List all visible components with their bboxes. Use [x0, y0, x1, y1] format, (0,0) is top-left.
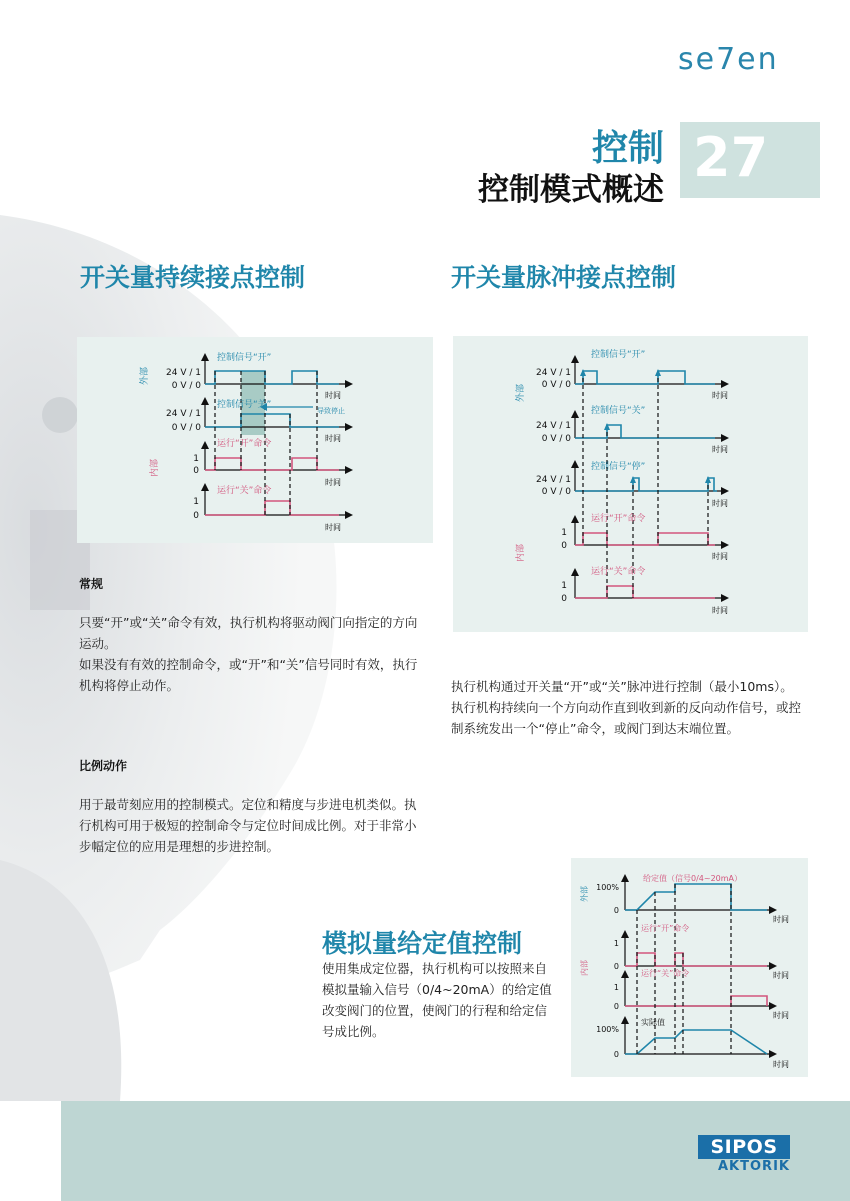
left-section-title: 开关量持续接点控制 [80, 263, 306, 292]
r-lv-low-2: 0 V / 0 [541, 434, 571, 444]
general-heading: 常规 [79, 577, 104, 591]
r-lv-high-2: 24 V / 1 [536, 421, 571, 431]
a-one-1: 1 [613, 939, 619, 948]
r-lv-high-3: 24 V / 1 [536, 475, 571, 485]
proportional-heading: 比例动作 [79, 759, 128, 773]
r-lv-high-1: 24 V / 1 [536, 368, 571, 378]
a-time-4: 时间 [773, 1060, 789, 1069]
right-section-title: 开关量脉冲接点控制 [451, 263, 677, 292]
r-time-5: 时间 [712, 606, 728, 615]
r-sig-stop-label: 控制信号“停” [591, 462, 646, 472]
right-text-2: 执行机构持续向一个方向动作直到收到新的反向动作信号，或控制系统发出一个“停止”命令，或阀门到达末端位置。 [451, 700, 802, 736]
left-timing-diagram [77, 337, 433, 543]
page-number-box [680, 122, 820, 198]
setpoint-label: 给定值（信号0/4~20mA） [643, 874, 743, 883]
r-ext-label: 外部 [516, 383, 526, 402]
proportional-text: 用于最苛刻应用的控制模式。定位和精度与步进电机类似。执行机构可用于极短的控制命令与定位时间成比例。对于非常小步幅定位的应用是理想的步进控制。 [79, 797, 417, 854]
zero-1: 0 [193, 466, 199, 476]
ext-label: 外部 [140, 366, 150, 385]
r-zero-1: 0 [561, 541, 567, 551]
sig-open-label: 控制信号“开” [217, 353, 272, 363]
r-one-2: 1 [561, 581, 567, 591]
page-subtitle: 控制模式概述 [478, 172, 664, 208]
a-int-label: 内部 [580, 960, 589, 976]
general-text [79, 612, 427, 696]
aktorik-logo: AKTORIK [718, 1159, 790, 1174]
r-sig-open-label: 控制信号“开” [591, 350, 646, 360]
general-text-1: 只要“开”或“关”命令有效，执行机构将驱动阀门向指定的方向运动。 [79, 615, 418, 651]
stop-label: 导致停止 [317, 407, 345, 415]
a-time-1: 时间 [773, 915, 789, 924]
r-time-4: 时间 [712, 552, 728, 561]
right-timing-diagram [453, 336, 808, 632]
a-run-close-label: 运行“关”命令 [641, 969, 690, 978]
a-pct100-2: 100% [596, 1025, 619, 1034]
one-2: 1 [193, 497, 199, 507]
a-time-2: 时间 [773, 971, 789, 980]
a-one-2: 1 [613, 983, 619, 992]
time-2: 时间 [325, 434, 341, 443]
a-zero-4: 0 [613, 1050, 619, 1059]
right-timing-svg [453, 336, 808, 632]
analog-timing-diagram [571, 858, 808, 1077]
a-time-3: 时间 [773, 1011, 789, 1020]
int-label: 内部 [150, 458, 160, 477]
r-run-open-label: 运行“开”命令 [591, 514, 646, 524]
r-int-label: 内部 [516, 543, 526, 562]
logo-text: se7en [678, 42, 779, 77]
a-zero-3: 0 [613, 1002, 619, 1011]
r-time-2: 时间 [712, 445, 728, 454]
lv-low-1: 0 V / 0 [171, 381, 201, 391]
analog-timing-svg [571, 858, 808, 1077]
sipos-logo: SIPOS [698, 1135, 790, 1159]
r-lv-low-1: 0 V / 0 [541, 380, 571, 390]
right-text [451, 676, 803, 739]
a-zero-2: 0 [613, 962, 619, 971]
time-1: 时间 [325, 391, 341, 400]
lv-low-2: 0 V / 0 [171, 423, 201, 433]
right-text-1: 执行机构通过开关量“开”或“关”脉冲进行控制（最小10ms）。 [451, 679, 793, 694]
lv-high-2: 24 V / 1 [166, 409, 201, 419]
r-zero-2: 0 [561, 594, 567, 604]
zero-2: 0 [193, 511, 199, 521]
sig-close-label: 控制信号“关” [217, 400, 272, 410]
actual-label: 实际值 [641, 1018, 665, 1027]
analog-text: 使用集成定位器，执行机构可以按照来自模拟量输入信号（0/4~20mA）的给定值改变阀门的位置，使阀门的行程和给定信号成比例。 [322, 961, 552, 1039]
time-3: 时间 [325, 478, 341, 487]
a-zero-1: 0 [613, 906, 619, 915]
r-time-1: 时间 [712, 391, 728, 400]
left-timing-svg [77, 337, 433, 543]
r-sig-close-label: 控制信号“关” [591, 406, 646, 416]
one-1: 1 [193, 454, 199, 464]
run-open-label: 运行“开”命令 [217, 439, 272, 449]
r-one-1: 1 [561, 528, 567, 538]
page-title: 控制 [591, 128, 664, 169]
general-text-2: 如果没有有效的控制命令，或“开”和“关”信号同时有效，执行机构将停止动作。 [79, 657, 418, 693]
a-ext-label: 外部 [580, 886, 589, 902]
r-run-close-label: 运行“关”命令 [591, 567, 646, 577]
lv-high-1: 24 V / 1 [166, 368, 201, 378]
a-run-open-label: 运行“开”命令 [641, 924, 690, 933]
r-time-3: 时间 [712, 499, 728, 508]
run-close-label: 运行“关”命令 [217, 486, 272, 496]
seven-logo [678, 42, 779, 77]
r-lv-low-3: 0 V / 0 [541, 487, 571, 497]
time-4: 时间 [325, 523, 341, 532]
analog-section-title: 模拟量给定值控制 [322, 929, 523, 958]
page-number: 27 [693, 126, 769, 189]
a-pct100-1: 100% [596, 883, 619, 892]
